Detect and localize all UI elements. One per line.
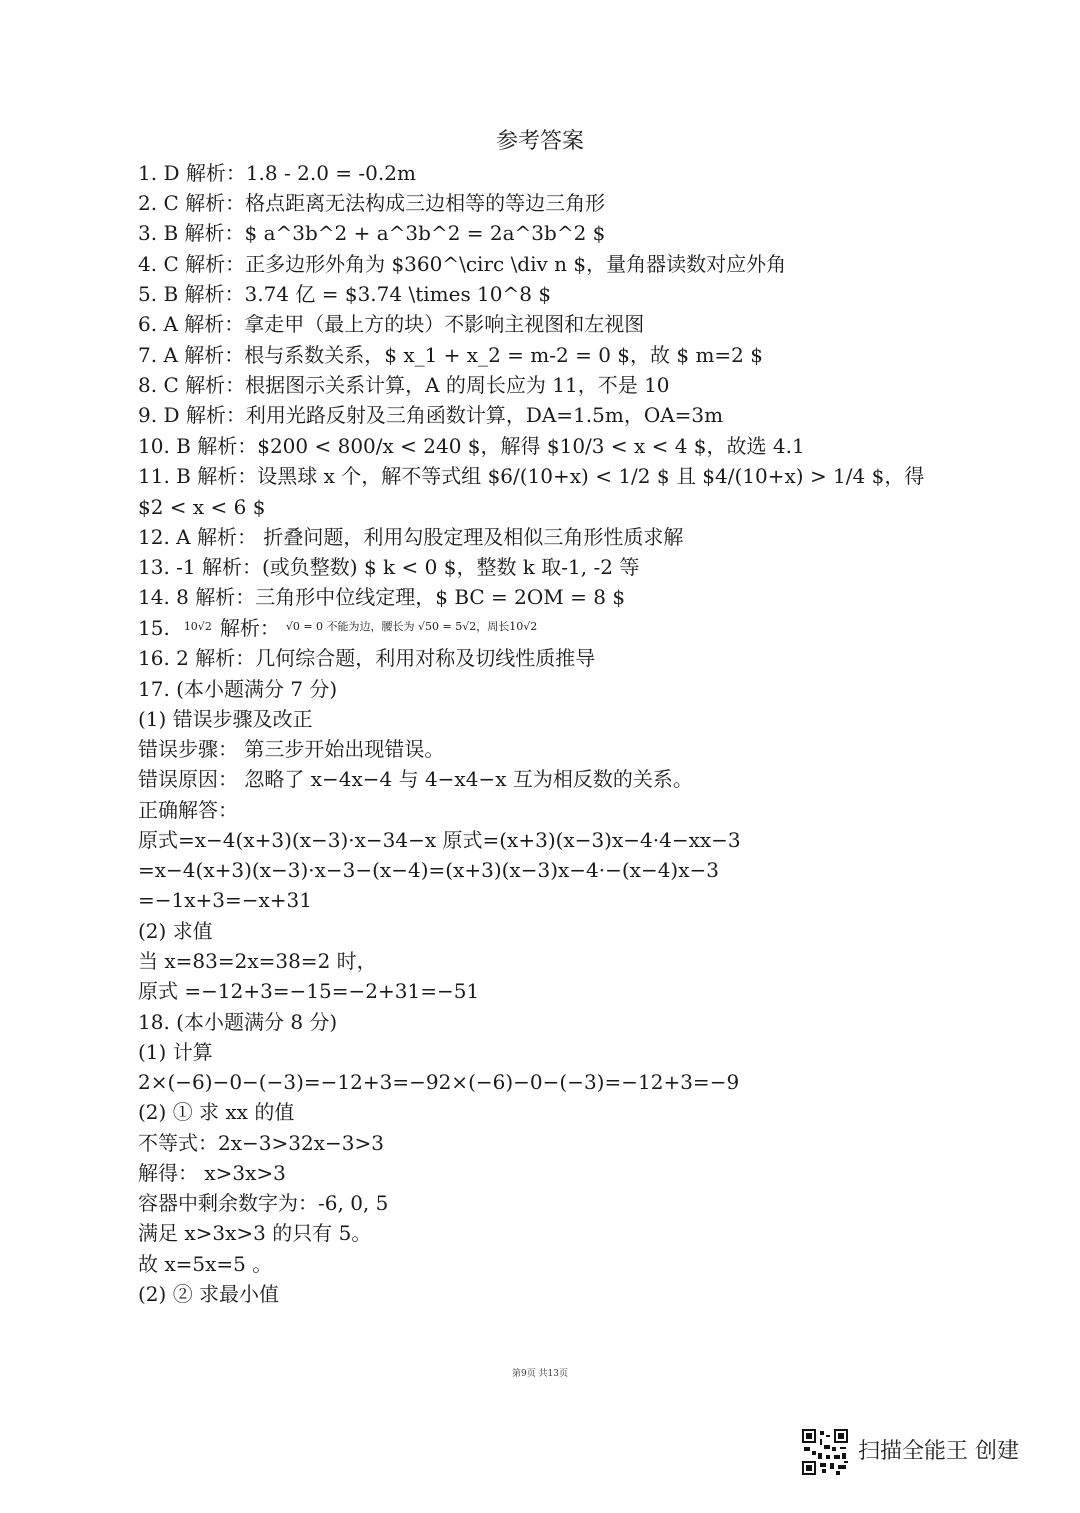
answer-line-15: [138, 614, 537, 646]
scanner-brand: 扫描全能王 创建: [858, 1439, 1019, 1464]
answer-line: $2 < x < 6 $: [138, 495, 266, 519]
answer-line: (1) 错误步骤及改正: [138, 707, 313, 731]
answer-line: 原式=x−4(x+3)(x−3)·x−34−x 原式=(x+3)(x−3)x−4·4−xx−3: [138, 828, 741, 852]
answer-line: 2×(−6)−0−(−3)=−12+3=−92×(−6)−0−(−3)=−12+3=−9: [138, 1070, 740, 1094]
answer-line: 容器中剩余数字为：-6, 0, 5: [138, 1191, 389, 1215]
answer-line: (2) 求值: [138, 919, 213, 943]
answer-line: 14. 8 解析：三角形中位线定理，$ BC = 2OM = 8 $: [138, 585, 626, 609]
answer-line: 不等式：2x−3>32x−3>3: [138, 1131, 384, 1155]
answer-line: 满足 x>3x>3 的只有 5。: [138, 1221, 372, 1245]
answer-line: 9. D 解析：利用光路反射及三角函数计算，DA=1.5m，OA=3m: [138, 403, 724, 427]
answer-line: =x−4(x+3)(x−3)·x−3−(x−4)=(x+3)(x−3)x−4·−(x−4)x−3: [138, 858, 719, 882]
answer-line: (2) ② 求最小值: [138, 1282, 280, 1306]
answer-line: 8. C 解析：根据图示关系计算，A 的周长应为 11，不是 10: [138, 373, 670, 397]
answer-line: (1) 计算: [138, 1040, 213, 1064]
answer-line: 2. C 解析：格点距离无法构成三边相等的等边三角形: [138, 191, 606, 215]
answer-line: 故 x=5x=5 。: [138, 1252, 273, 1276]
answer-line: 错误步骤： 第三步开始出现错误。: [138, 737, 445, 761]
answer-line: 3. B 解析：$ a^3b^2 + a^3b^2 = 2a^3b^2 $: [138, 221, 606, 245]
answer-line: 12. A 解析： 折叠问题，利用勾股定理及相似三角形性质求解: [138, 525, 684, 549]
answer-line: 11. B 解析：设黑球 x 个，解不等式组 $6/(10+x) < 1/2 $ 且 $4/(10+x) > 1/4 $，得: [138, 464, 925, 488]
answer-line: 13. -1 解析：(或负整数) $ k < 0 $，整数 k 取-1, -2 等: [138, 555, 640, 579]
answer-line: 10. B 解析：$200 < 800/x < 240 $，解得 $10/3 < x < 4 $，故选 4.1: [138, 434, 805, 458]
answer-line: =−1x+3=−x+31: [138, 888, 313, 912]
answer-line: 18. (本小题满分 8 分): [138, 1010, 338, 1034]
answer-line: 5. B 解析：3.74 亿 = $3.74 \times 10^8 $: [138, 282, 552, 306]
answer-line: 7. A 解析：根与系数关系，$ x_1 + x_2 = m-2 = 0 $，故 $ m=2 $: [138, 343, 763, 367]
analysis-detail: √0 = 0 不能为边，腰长为 √50 = 5√2，周长10√2: [285, 620, 538, 633]
answer-line: 原式 =−12+3=−15=−2+31=−51: [138, 979, 480, 1003]
analysis-label: 解析：: [219, 616, 280, 640]
answer-line: 16. 2 解析：几何综合题，利用对称及切线性质推导: [138, 646, 596, 670]
answer-value: 10√2: [183, 620, 212, 633]
answer-line: 1. D 解析：1.8 - 2.0 = -0.2m: [138, 161, 416, 185]
answer-line: 17. (本小题满分 7 分): [138, 677, 338, 701]
answer-line: 错误原因： 忽略了 x−4x−4 与 4−x4−x 互为相反数的关系。: [138, 767, 693, 791]
answer-line: 6. A 解析：拿走甲（最上方的块）不影响主视图和左视图: [138, 312, 645, 336]
answer-line: 正确解答：: [138, 798, 238, 822]
page-title: 参考答案: [495, 129, 584, 154]
question-number: 15.: [138, 616, 170, 640]
answer-line: 4. C 解析：正多边形外角为 $360^\circ \div n $，量角器读数对应外角: [138, 252, 787, 276]
answer-line: 当 x=83=2x=38=2 时，: [138, 949, 377, 973]
page-footer: 第9页 共13页: [511, 1369, 569, 1379]
answer-line: (2) ① 求 xx 的值: [138, 1100, 295, 1124]
qr-code-icon: [802, 1429, 848, 1475]
answer-line: 解得： x>3x>3: [138, 1161, 286, 1185]
